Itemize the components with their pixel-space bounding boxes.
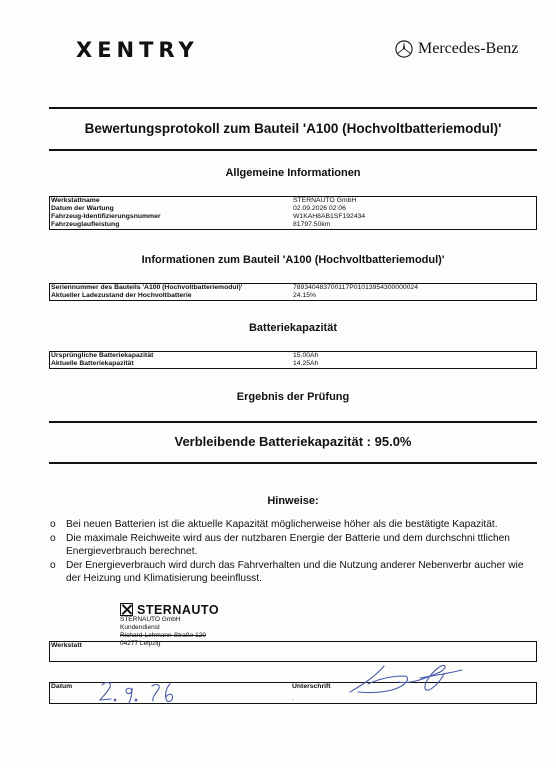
- stamp-line: Kundendienst: [120, 624, 160, 631]
- section-general-heading: Allgemeine Informationen: [225, 167, 361, 179]
- list-item: [50, 559, 532, 585]
- note-text: Bei neuen Batterien ist die aktuelle Kapazität möglicherweise höher als die bestätigte Kapazität.: [66, 519, 498, 530]
- field-label: Seriennummer des Bauteils 'A100 (Hochvoltbatteriemodul)': [51, 284, 243, 291]
- table-row: [50, 284, 537, 293]
- field-value: W1KAH8AB1SF192434: [293, 213, 366, 220]
- bullet-icon: o: [50, 560, 56, 571]
- company-stamp: [120, 603, 219, 648]
- list-item: [50, 518, 532, 531]
- general-info-table: [49, 196, 537, 230]
- field-label: Werkstattname: [51, 197, 100, 204]
- notes-list: [50, 518, 532, 586]
- title-bottom-rule: [49, 149, 537, 151]
- table-row: [50, 360, 537, 369]
- stamp-logo: [120, 603, 219, 616]
- handwritten-signature: [340, 652, 470, 704]
- bullet-icon: o: [50, 533, 56, 544]
- table-row: [50, 213, 537, 221]
- field-value: 02.09.2026 02:06: [293, 205, 346, 212]
- xentry-logo: XENTRY: [76, 38, 199, 62]
- date-label: Datum: [51, 683, 73, 690]
- notes-heading: Hinweise:: [267, 495, 319, 507]
- document-title: Bewertungsprotokoll zum Bauteil 'A100 (Hochvoltbatteriemodul)': [84, 121, 502, 136]
- field-label: Ursprüngliche Batteriekapazität: [51, 352, 154, 359]
- mercedes-benz-brand: [395, 40, 518, 58]
- date-dot: .: [51, 696, 53, 702]
- stamp-box-icon: [120, 603, 133, 616]
- stamp-line: 04277 Leipzig: [120, 640, 161, 647]
- field-label: Datum der Wartung: [51, 205, 114, 212]
- handwritten-date: [96, 676, 186, 706]
- list-item: [50, 532, 532, 558]
- section-result-heading: Ergebnis der Prüfung: [236, 391, 350, 403]
- signature-label: Unterschrift: [292, 683, 331, 690]
- bullet-icon: o: [50, 519, 56, 530]
- title-top-rule: [49, 107, 537, 109]
- field-value: 14.25Ah: [293, 360, 319, 367]
- workshop-label: Werkstatt: [51, 642, 82, 649]
- stamp-company: STERNAUTO: [137, 602, 220, 617]
- section-component-heading: Informationen zum Bauteil 'A100 (Hochvoltbatteriemodul)': [141, 254, 445, 266]
- result-top-rule: [49, 421, 537, 423]
- stamp-line: STERNAUTO GmbH: [120, 616, 181, 623]
- field-label: Fahrzeuglaufleistung: [51, 221, 120, 228]
- field-label: Aktuelle Batteriekapazität: [51, 360, 134, 367]
- component-info-table: [49, 283, 537, 301]
- note-text: Die maximale Reichweite wird aus der nutzbaren Energie der Batterie und dem durchschni ttlichen Energieverbrauch berechnet.: [66, 533, 510, 557]
- field-label: Aktueller Ladezustand der Hochvoltbatterie: [51, 292, 192, 299]
- signature-dot: .: [292, 696, 294, 702]
- field-value: STERNAUTO GmbH: [293, 197, 357, 204]
- note-text: Der Energieverbrauch wird durch das Fahrverhalten und die Nutzung anderer Nebenverbr aucher wie der Heizung und Klimatisierung beeinflusst.: [66, 560, 524, 584]
- capacity-table: [49, 351, 537, 369]
- field-label: Fahrzeug-Identifizierungsnummer: [51, 213, 161, 220]
- mercedes-benz-wordmark: Mercedes-Benz: [418, 40, 519, 57]
- stamp-line: Richard-Lehmann-Straße 120: [120, 632, 206, 639]
- field-value: 24.15%: [293, 292, 317, 299]
- table-row: [50, 292, 537, 301]
- mercedes-star-icon: [395, 40, 413, 58]
- table-row: [50, 221, 537, 230]
- table-row: [50, 205, 537, 213]
- field-value: 789340483700117P01013954300000024: [293, 284, 418, 291]
- field-value: 81797.50km: [293, 221, 331, 228]
- result-bottom-rule: [49, 462, 537, 464]
- field-value: 15.00Ah: [293, 352, 319, 359]
- table-row: [50, 352, 537, 361]
- section-capacity-heading: Batteriekapazität: [248, 322, 338, 334]
- table-row: [50, 197, 537, 206]
- remaining-capacity-result: Verbleibende Batteriekapazität : 95.0%: [174, 434, 412, 449]
